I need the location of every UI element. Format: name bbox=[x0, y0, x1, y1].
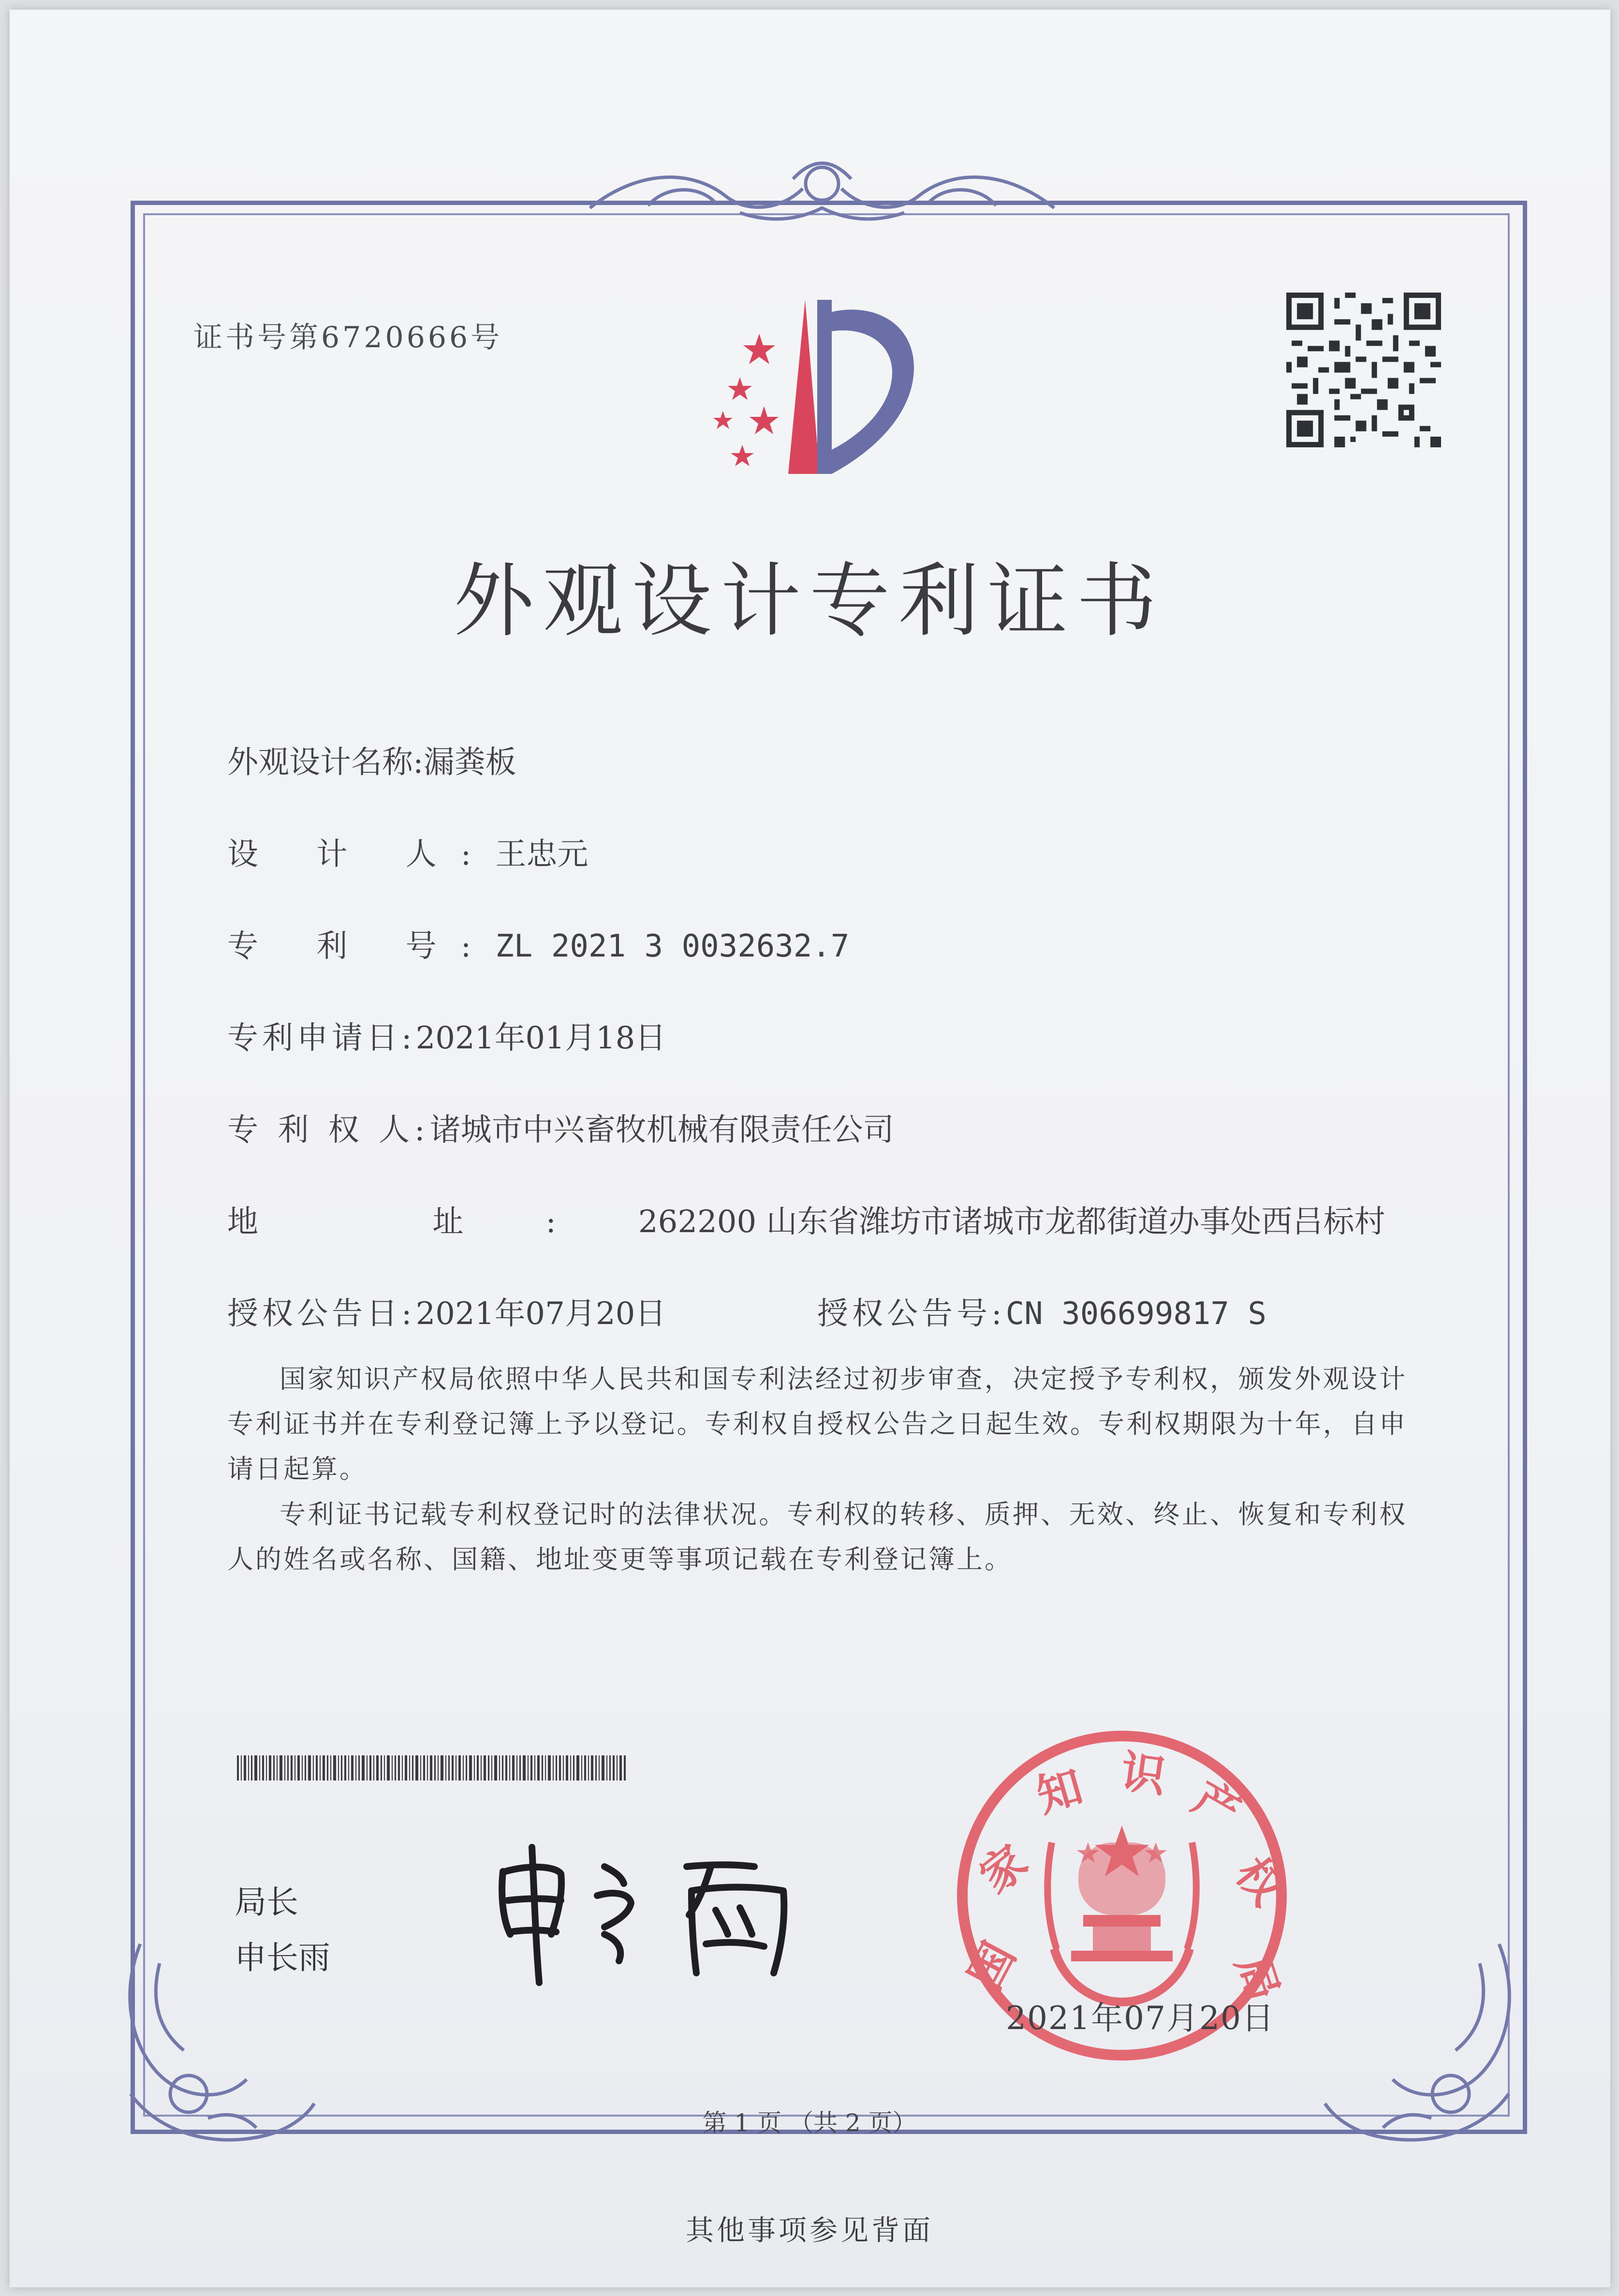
field-label: 专利申请日: bbox=[227, 1020, 416, 1056]
inner-border bbox=[143, 213, 1510, 2117]
field-value: ZL 2021 3 0032632.7 bbox=[495, 928, 850, 964]
svg-text:家: 家 bbox=[970, 1835, 1037, 1903]
field-label: 地 址: bbox=[227, 1204, 638, 1240]
grant-date-field bbox=[227, 1289, 666, 1333]
qr-code-icon bbox=[1286, 293, 1441, 447]
field-value: CN 306699817 S bbox=[1005, 1296, 1266, 1332]
cnipa-logo-icon bbox=[687, 285, 938, 488]
chief-signature bbox=[484, 1838, 832, 1992]
designer-field bbox=[227, 829, 588, 874]
publication-number-field bbox=[817, 1289, 1266, 1333]
design-name-field bbox=[227, 737, 516, 782]
top-ornament bbox=[580, 150, 1064, 232]
barcode-icon bbox=[237, 1755, 629, 1781]
field-value: 王忠元 bbox=[495, 837, 589, 872]
field-label: 授权公告号: bbox=[817, 1296, 1006, 1332]
svg-text:识: 识 bbox=[1118, 1745, 1169, 1803]
svg-text:知: 知 bbox=[1031, 1760, 1089, 1823]
field-label: 专 利 号: bbox=[227, 928, 496, 964]
field-value: 2021年01月18日 bbox=[415, 1020, 666, 1056]
certificate-title: 外观设计专利证书 bbox=[454, 555, 1165, 648]
application-date-field bbox=[227, 1013, 666, 1058]
patentee-field bbox=[227, 1105, 894, 1149]
field-label: 外观设计名称: bbox=[227, 745, 424, 780]
field-label: 授权公告日: bbox=[227, 1296, 416, 1332]
chief-name: 申长雨 bbox=[235, 1939, 330, 1976]
svg-text:产: 产 bbox=[1184, 1771, 1249, 1839]
svg-text:权: 权 bbox=[1225, 1848, 1294, 1915]
legal-paragraph-1: 国家知识产权局依照中华人民共和国专利法经过初步审查，决定授予专利权，颁发外观设计专利证书并在专利登记簿上予以登记。专利权自授权公告之日起生效。专利权期限为十年，自申请日起算。 bbox=[227, 1364, 1407, 1484]
field-value: 2021年07月20日 bbox=[415, 1296, 666, 1332]
legal-paragraph-2: 专利证书记载专利权登记时的法律状况。专利权的转移、质押、无效、终止、恢复和专利权人的姓名或名称、国籍、地址变更等事项记载在专利登记簿上。 bbox=[227, 1499, 1407, 1575]
field-value: 262200 山东省潍坊市诸城市龙都街道办事处西吕标村 bbox=[638, 1204, 1385, 1240]
patent-number-field bbox=[227, 921, 849, 966]
page-indicator: 第 1 页 （共 2 页） bbox=[702, 2109, 917, 2137]
field-label: 专 利 权 人: bbox=[227, 1112, 430, 1148]
field-value: 诸城市中兴畜牧机械有限责任公司 bbox=[429, 1112, 894, 1148]
chief-title: 局长 bbox=[235, 1884, 298, 1921]
svg-text:局: 局 bbox=[1225, 1948, 1289, 2007]
address-field bbox=[227, 1197, 1385, 1241]
footer-note: 其他事项参见背面 bbox=[685, 2214, 933, 2247]
certificate-number: 证书号第6720666号 bbox=[193, 321, 503, 354]
field-value: 漏粪板 bbox=[423, 745, 516, 780]
field-label: 设 计 人: bbox=[227, 837, 496, 872]
seal-date: 2021年07月20日 bbox=[1006, 2000, 1275, 2037]
svg-text:国: 国 bbox=[959, 1934, 1026, 1998]
